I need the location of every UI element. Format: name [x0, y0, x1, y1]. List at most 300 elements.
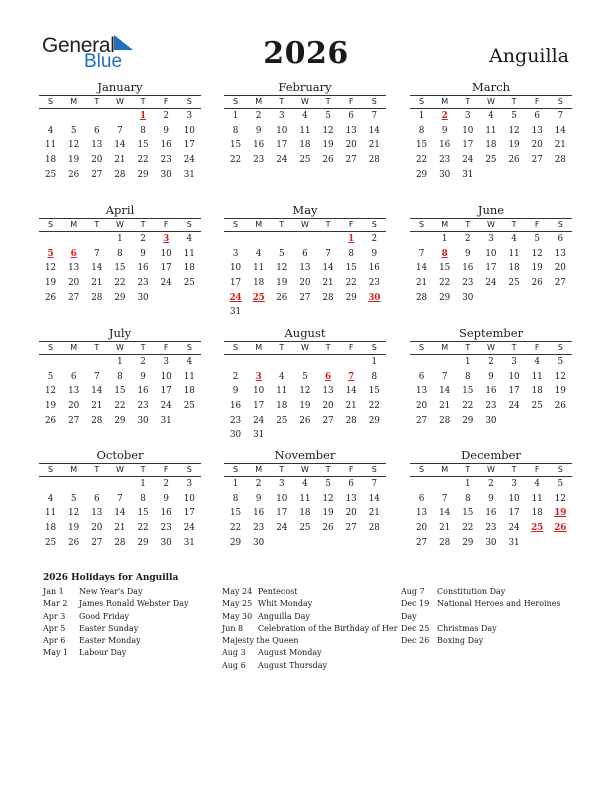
day-cell: 21 — [322, 278, 334, 289]
weekday-label: S — [557, 220, 563, 229]
day-cell: 24 — [253, 415, 265, 426]
weekday-header — [39, 218, 201, 232]
day-cell: 25 — [485, 155, 497, 166]
day-cell: 20 — [415, 401, 428, 412]
weekday-label: M — [441, 220, 449, 229]
weekday-label: W — [115, 97, 124, 106]
month-name: March — [472, 80, 510, 94]
weekday-label: W — [486, 343, 495, 352]
weekday-header — [224, 95, 386, 109]
day-grid — [39, 477, 201, 550]
day-cell: 15 — [137, 508, 149, 519]
weekday-label: F — [348, 343, 354, 352]
day-cell: 28 — [415, 292, 428, 303]
day-cell: 17 — [160, 386, 172, 397]
empty-day-cell — [85, 355, 108, 370]
day-cell: 19 — [322, 140, 334, 151]
day-cell: 3 — [186, 111, 193, 121]
day-cell: 23 — [253, 155, 265, 166]
day-cell: 31 — [183, 537, 195, 548]
holidays-column-3 — [401, 586, 561, 647]
weekday-label: M — [441, 343, 449, 352]
weekday-label: S — [557, 465, 563, 474]
weekday-label: F — [534, 220, 540, 229]
day-cell: 29 — [229, 537, 242, 548]
day-cell: 16 — [485, 386, 497, 397]
day-cell: 27 — [345, 523, 357, 534]
month-name: January — [97, 80, 143, 94]
holiday-day-cell: 1 — [140, 111, 147, 121]
holiday-entry — [222, 647, 398, 659]
day-cell: 6 — [70, 371, 77, 382]
weekday-label: W — [486, 220, 495, 229]
day-cell: 3 — [232, 248, 239, 259]
holiday-date: Apr 3 — [43, 611, 66, 621]
day-grid — [224, 109, 386, 168]
holiday-day-cell: 30 — [368, 292, 381, 303]
weekday-label: F — [534, 465, 540, 474]
day-cell: 7 — [371, 479, 378, 489]
day-cell: 16 — [137, 386, 149, 397]
empty-day-cell — [247, 232, 270, 247]
weekday-label: S — [371, 343, 377, 352]
day-cell: 8 — [418, 125, 425, 136]
weekday-label: F — [348, 220, 354, 229]
month-august — [224, 326, 386, 443]
day-cell: 21 — [114, 155, 126, 166]
holiday-date: Aug 7 — [401, 587, 425, 596]
day-cell: 12 — [508, 125, 520, 136]
day-cell: 18 — [44, 523, 57, 534]
day-cell: 28 — [91, 415, 103, 426]
day-cell: 4 — [511, 234, 517, 244]
weekday-label: M — [70, 343, 78, 352]
day-cell: 7 — [557, 111, 564, 121]
month-name: August — [284, 326, 326, 340]
weekday-label: T — [140, 343, 146, 352]
day-cell: 11 — [44, 140, 57, 151]
holiday-entry — [222, 598, 398, 610]
day-cell: 14 — [114, 508, 126, 519]
day-cell: 17 — [508, 386, 520, 397]
day-cell: 31 — [462, 169, 474, 180]
day-cell: 11 — [485, 125, 497, 136]
day-cell: 26 — [44, 415, 57, 426]
month-october — [39, 448, 201, 550]
holiday-name: Christmas Day — [437, 623, 497, 633]
day-cell: 10 — [160, 248, 172, 259]
day-cell: 29 — [415, 169, 428, 180]
day-cell: 20 — [68, 401, 80, 412]
day-cell: 13 — [415, 386, 428, 397]
day-cell: 17 — [508, 508, 520, 519]
holiday-entry — [401, 586, 561, 598]
day-cell: 26 — [299, 415, 311, 426]
weekday-label: M — [70, 97, 78, 106]
holiday-day-cell: 25 — [252, 292, 265, 303]
day-cell: 15 — [137, 140, 149, 151]
day-cell: 18 — [44, 155, 57, 166]
day-cell: 19 — [299, 401, 311, 412]
day-cell: 17 — [183, 140, 195, 151]
day-cell: 24 — [160, 401, 172, 412]
holiday-date: May 24 — [222, 587, 253, 596]
day-cell: 4 — [534, 479, 540, 489]
day-cell: 21 — [439, 523, 451, 534]
day-cell: 13 — [68, 386, 80, 397]
day-cell: 21 — [114, 523, 126, 534]
day-cell: 26 — [68, 169, 80, 180]
day-cell: 9 — [465, 248, 471, 259]
holiday-day-cell: 3 — [163, 234, 170, 244]
day-cell: 9 — [163, 493, 169, 504]
empty-day-cell — [108, 109, 131, 124]
day-cell: 25 — [44, 169, 57, 180]
day-cell: 9 — [441, 125, 448, 136]
day-cell: 20 — [415, 523, 428, 534]
weekday-label: F — [348, 97, 354, 106]
holidays-title: 2026 Holidays for Anguilla — [43, 573, 179, 583]
day-cell: 29 — [368, 415, 380, 426]
empty-day-cell — [317, 355, 340, 370]
day-cell: 11 — [531, 371, 543, 382]
weekday-label: T — [465, 343, 471, 352]
holiday-entry — [43, 611, 188, 623]
day-cell: 18 — [508, 263, 520, 274]
day-cell: 3 — [279, 111, 285, 121]
day-cell: 10 — [229, 263, 242, 274]
day-cell: 6 — [94, 125, 100, 136]
weekday-label: S — [419, 220, 425, 229]
day-cell: 28 — [439, 415, 451, 426]
holiday-day-cell: 19 — [554, 508, 567, 519]
day-cell: 12 — [531, 248, 543, 259]
holiday-name: James Ronald Webster Day — [79, 599, 189, 609]
day-cell: 20 — [91, 523, 103, 534]
weekday-label: T — [325, 343, 331, 352]
empty-day-cell — [39, 232, 62, 247]
day-cell: 10 — [160, 371, 172, 382]
day-cell: 2 — [140, 357, 146, 367]
day-cell: 2 — [255, 479, 262, 489]
day-cell: 31 — [508, 537, 520, 548]
day-cell: 22 — [114, 401, 126, 412]
day-cell: 28 — [368, 155, 380, 166]
day-cell: 27 — [531, 155, 543, 166]
day-cell: 24 — [276, 523, 288, 534]
day-cell: 19 — [68, 523, 80, 534]
day-cell: 24 — [485, 278, 497, 289]
day-cell: 25 — [299, 155, 311, 166]
holiday-day-cell: 6 — [70, 248, 77, 259]
day-cell: 10 — [276, 493, 288, 504]
day-cell: 11 — [253, 263, 265, 274]
day-cell: 24 — [276, 155, 288, 166]
empty-day-cell — [410, 355, 433, 370]
day-cell: 8 — [465, 493, 471, 504]
day-cell: 6 — [348, 479, 354, 489]
day-cell: 16 — [462, 263, 474, 274]
weekday-label: T — [140, 465, 146, 474]
day-cell: 6 — [557, 234, 564, 244]
day-cell: 27 — [299, 292, 311, 303]
day-grid — [39, 355, 201, 428]
day-cell: 13 — [322, 386, 334, 397]
day-cell: 20 — [554, 263, 566, 274]
holiday-date: Aug 6 — [222, 660, 246, 670]
day-cell: 5 — [557, 479, 564, 489]
weekday-label: T — [511, 97, 517, 106]
day-cell: 16 — [439, 140, 451, 151]
month-name: November — [274, 448, 336, 462]
day-cell: 16 — [137, 263, 149, 274]
day-cell: 27 — [68, 415, 80, 426]
day-cell: 27 — [345, 155, 357, 166]
day-cell: 1 — [465, 357, 471, 367]
day-cell: 11 — [276, 386, 288, 397]
day-cell: 21 — [91, 401, 103, 412]
day-cell: 30 — [137, 415, 149, 426]
day-cell: 10 — [508, 493, 520, 504]
country-name: Anguilla — [489, 45, 569, 67]
weekday-label: M — [255, 220, 263, 229]
day-cell: 20 — [345, 508, 357, 519]
day-cell: 9 — [255, 493, 262, 504]
empty-day-cell — [39, 109, 62, 124]
weekday-label: F — [348, 465, 354, 474]
day-cell: 31 — [160, 415, 172, 426]
month-name: June — [477, 203, 505, 217]
day-cell: 27 — [68, 292, 80, 303]
day-cell: 12 — [276, 263, 288, 274]
day-grid — [410, 477, 572, 550]
day-cell: 14 — [415, 263, 428, 274]
day-cell: 20 — [322, 401, 334, 412]
day-cell: 4 — [488, 111, 494, 121]
day-cell: 16 — [160, 140, 172, 151]
day-cell: 13 — [554, 248, 566, 259]
holiday-name: August Monday — [258, 648, 322, 658]
day-cell: 21 — [368, 508, 380, 519]
weekday-label: S — [557, 343, 563, 352]
day-cell: 13 — [345, 493, 357, 504]
day-cell: 14 — [439, 508, 451, 519]
day-cell: 15 — [345, 263, 357, 274]
day-cell: 7 — [441, 493, 448, 504]
day-cell: 20 — [345, 140, 357, 151]
day-grid — [410, 109, 572, 182]
weekday-label: S — [557, 97, 563, 106]
day-cell: 12 — [44, 263, 57, 274]
day-cell: 28 — [114, 537, 126, 548]
day-cell: 9 — [140, 371, 146, 382]
day-cell: 11 — [531, 493, 543, 504]
weekday-label: T — [94, 220, 100, 229]
empty-day-cell — [62, 109, 85, 124]
day-cell: 14 — [368, 125, 380, 136]
weekday-label: T — [279, 343, 285, 352]
day-cell: 7 — [325, 248, 331, 259]
day-cell: 8 — [371, 371, 378, 382]
day-cell: 20 — [91, 155, 103, 166]
weekday-label: S — [48, 220, 54, 229]
day-cell: 13 — [68, 263, 80, 274]
day-cell: 17 — [485, 263, 497, 274]
day-cell: 5 — [511, 111, 517, 121]
day-cell: 18 — [183, 263, 195, 274]
holiday-date: May 30 — [222, 611, 253, 621]
day-cell: 2 — [465, 234, 471, 244]
weekday-label: S — [48, 343, 54, 352]
day-cell: 7 — [117, 125, 123, 136]
holiday-entry — [401, 611, 561, 623]
day-cell: 6 — [94, 493, 100, 504]
weekday-label: W — [486, 465, 495, 474]
day-cell: 4 — [47, 493, 54, 504]
weekday-header — [410, 95, 572, 109]
day-cell: 27 — [322, 415, 334, 426]
day-cell: 26 — [531, 278, 543, 289]
weekday-label: S — [419, 97, 425, 106]
day-cell: 21 — [91, 278, 103, 289]
day-cell: 11 — [299, 493, 311, 504]
day-cell: 21 — [368, 140, 380, 151]
weekday-label: T — [511, 220, 517, 229]
day-cell: 24 — [183, 155, 195, 166]
day-cell: 9 — [488, 371, 494, 382]
weekday-label: M — [255, 343, 263, 352]
day-cell: 9 — [232, 386, 239, 397]
day-cell: 4 — [47, 125, 54, 136]
day-cell: 4 — [279, 371, 285, 382]
day-cell: 15 — [368, 386, 380, 397]
day-cell: 12 — [554, 371, 566, 382]
month-december — [410, 448, 572, 550]
day-cell: 24 — [508, 401, 520, 412]
day-cell: 10 — [485, 248, 497, 259]
holiday-date: Aug 3 — [222, 648, 246, 658]
logo-text-general: General — [42, 34, 115, 57]
day-cell: 7 — [371, 111, 378, 121]
weekday-label: S — [233, 220, 239, 229]
day-cell: 20 — [68, 278, 80, 289]
month-name: October — [96, 448, 144, 462]
day-cell: 3 — [186, 479, 193, 489]
day-cell: 18 — [531, 508, 543, 519]
weekday-header — [224, 463, 386, 477]
day-cell: 30 — [160, 537, 172, 548]
weekday-label: T — [465, 97, 471, 106]
day-cell: 15 — [462, 508, 474, 519]
day-grid — [410, 355, 572, 428]
weekday-label: W — [115, 465, 124, 474]
weekday-label: M — [441, 97, 449, 106]
day-cell: 28 — [439, 537, 451, 548]
day-cell: 21 — [439, 401, 451, 412]
day-cell: 8 — [117, 371, 123, 382]
weekday-label: W — [115, 220, 124, 229]
day-cell: 28 — [345, 415, 357, 426]
day-cell: 2 — [163, 111, 169, 121]
holiday-name: Anguilla Day — [258, 611, 310, 621]
day-cell: 6 — [418, 493, 425, 504]
day-cell: 17 — [253, 401, 265, 412]
weekday-label: S — [233, 465, 239, 474]
day-cell: 22 — [345, 278, 357, 289]
holiday-day-cell: 24 — [229, 292, 242, 303]
day-cell: 11 — [508, 248, 520, 259]
weekday-label: T — [94, 343, 100, 352]
day-cell: 26 — [276, 292, 288, 303]
empty-day-cell — [433, 477, 456, 492]
day-cell: 8 — [348, 248, 354, 259]
day-cell: 22 — [137, 523, 149, 534]
weekday-label: M — [70, 465, 78, 474]
weekday-label: T — [465, 465, 471, 474]
day-cell: 17 — [276, 508, 288, 519]
day-cell: 10 — [508, 371, 520, 382]
day-cell: 1 — [117, 357, 123, 367]
day-cell: 5 — [325, 111, 331, 121]
weekday-label: M — [255, 97, 263, 106]
holiday-name: Boxing Day — [437, 636, 484, 646]
day-cell: 30 — [485, 415, 497, 426]
holiday-entry — [43, 647, 188, 659]
month-july — [39, 326, 201, 428]
day-cell: 19 — [554, 386, 566, 397]
empty-day-cell — [85, 232, 108, 247]
day-cell: 4 — [186, 234, 193, 244]
day-cell: 22 — [439, 278, 451, 289]
empty-day-cell — [39, 477, 62, 492]
weekday-label: T — [279, 220, 285, 229]
day-cell: 2 — [255, 111, 262, 121]
weekday-label: W — [300, 343, 309, 352]
holidays-column-1 — [43, 586, 188, 660]
empty-day-cell — [293, 232, 316, 247]
holiday-entry — [222, 660, 398, 672]
day-cell: 22 — [114, 278, 126, 289]
day-cell: 7 — [94, 248, 100, 259]
holiday-entry — [43, 598, 188, 610]
day-cell: 31 — [183, 169, 195, 180]
day-cell: 30 — [439, 169, 451, 180]
day-cell: 25 — [299, 523, 311, 534]
day-cell: 23 — [229, 415, 242, 426]
day-cell: 22 — [229, 523, 242, 534]
day-cell: 13 — [531, 125, 543, 136]
empty-day-cell — [62, 232, 85, 247]
holiday-date: Jun 8 — [222, 623, 244, 633]
day-cell: 23 — [368, 278, 380, 289]
empty-day-cell — [39, 355, 62, 370]
day-cell: 25 — [183, 278, 195, 289]
day-cell: 13 — [345, 125, 357, 136]
holiday-name: Easter Monday — [79, 636, 141, 646]
weekday-header — [410, 218, 572, 232]
day-cell: 1 — [140, 479, 146, 489]
day-cell: 1 — [232, 111, 239, 121]
day-cell: 5 — [70, 125, 77, 136]
day-cell: 13 — [91, 508, 103, 519]
day-cell: 24 — [462, 155, 474, 166]
holiday-entry — [401, 598, 561, 610]
month-march — [410, 80, 572, 182]
day-cell: 9 — [163, 125, 169, 136]
weekday-label: W — [300, 97, 309, 106]
empty-day-cell — [410, 477, 433, 492]
day-cell: 1 — [465, 479, 471, 489]
